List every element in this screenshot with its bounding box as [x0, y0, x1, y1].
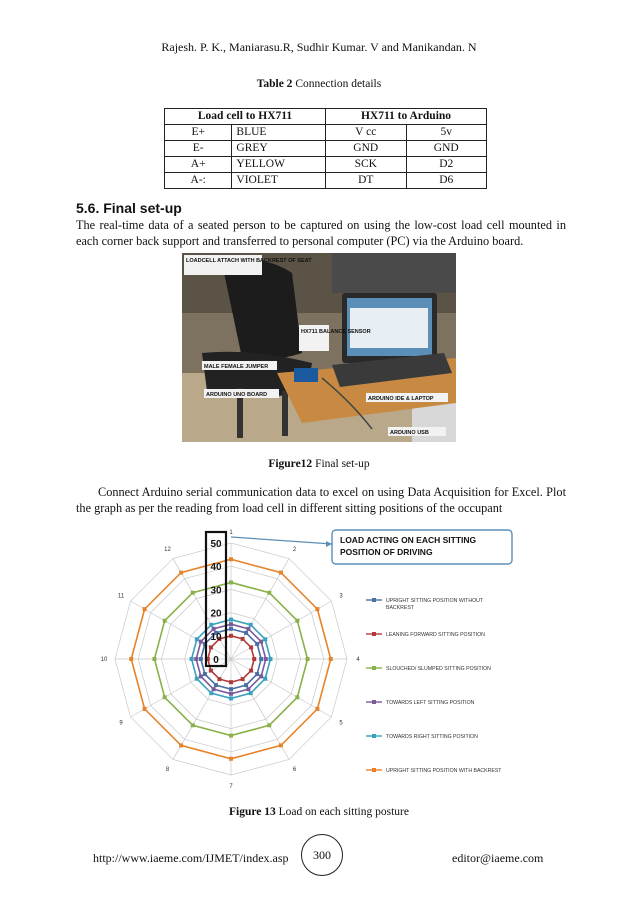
- radar-point: [295, 695, 299, 699]
- legend-entry: SLOUCHED/ SLUMPED SITTING POSITION: [386, 666, 491, 672]
- radar-point: [279, 571, 283, 575]
- radar-point: [315, 607, 319, 611]
- radar-point: [143, 607, 147, 611]
- radar-point: [203, 672, 207, 676]
- section-heading: 5.6. Final set-up: [76, 200, 182, 216]
- radar-tick-label: 30: [210, 585, 222, 597]
- legend-entry: TOWARDS RIGHT SITTING POSITION: [386, 734, 478, 740]
- table-cell: VIOLET: [232, 173, 326, 189]
- annotation-arrowhead: [326, 541, 332, 547]
- figure12-label: Figure12: [268, 458, 313, 470]
- paragraph-connect: Connect Arduino serial communication data to excel on using Data Acquisition for Excel. Plot the graph as per the reading from load cell in different sitting positions of the occupant: [76, 485, 566, 515]
- legend-entry: TOWARDS LEFT SITTING POSITION: [386, 700, 475, 706]
- legend-swatch-marker: [372, 700, 376, 704]
- table-cell: D6: [406, 173, 487, 189]
- radar-point: [152, 657, 156, 661]
- table-cell: GREY: [232, 141, 326, 157]
- table-cell: D2: [406, 157, 487, 173]
- figure12-caption: [0, 458, 638, 470]
- radar-point: [229, 580, 233, 584]
- radar-point: [209, 669, 213, 673]
- legend-entry: UPRIGHT SITTING POSITION WITH BACKREST: [386, 768, 502, 774]
- radar-point: [241, 677, 245, 681]
- radar-point: [229, 734, 233, 738]
- radar-point: [255, 642, 259, 646]
- radar-category-label: 5: [339, 720, 343, 727]
- radar-point: [249, 691, 253, 695]
- legend-entry: BACKREST: [386, 605, 414, 611]
- radar-point: [267, 591, 271, 595]
- radar-point: [244, 683, 248, 687]
- radar-point: [259, 657, 263, 661]
- table-row: [165, 141, 487, 157]
- legend-swatch-marker: [372, 598, 376, 602]
- radar-point: [246, 627, 250, 631]
- table-cell: A+: [165, 157, 232, 173]
- radar-point: [229, 680, 233, 684]
- radar-point: [267, 723, 271, 727]
- radar-point: [279, 743, 283, 747]
- radar-point: [244, 631, 248, 635]
- radar-category-label: 10: [100, 657, 108, 663]
- radar-point: [241, 637, 245, 641]
- radar-tick-label: 0: [213, 655, 219, 666]
- radar-point: [214, 683, 218, 687]
- radar-point: [212, 687, 216, 691]
- radar-point: [229, 618, 233, 622]
- radar-point: [199, 674, 203, 678]
- radar-point: [263, 677, 267, 681]
- radar-category-label: 2: [292, 547, 297, 554]
- radar-point: [263, 637, 267, 641]
- radar-point: [143, 707, 147, 711]
- table-cell: YELLOW: [232, 157, 326, 173]
- radar-tick-label: 50: [210, 539, 222, 550]
- radar-point: [190, 657, 194, 661]
- radar-category-label: 3: [339, 593, 343, 600]
- photo-label-hx711: HX711 BALANCE SENSOR: [301, 329, 371, 335]
- radar-point: [246, 687, 250, 691]
- table-cell: 5v: [406, 125, 487, 141]
- connection-table: [164, 108, 487, 189]
- radar-point: [191, 591, 195, 595]
- radar-tick-label: 20: [210, 608, 222, 620]
- radar-category-label: 8: [165, 766, 170, 773]
- legend-swatch-marker: [372, 632, 376, 636]
- figure12-text: Final set-up: [312, 458, 370, 470]
- legend-entry: LEANING FORWARD SITTING POSITION: [386, 632, 485, 638]
- radar-point: [255, 672, 259, 676]
- radar-point: [209, 691, 213, 695]
- radar-point: [295, 619, 299, 623]
- radar-point: [229, 692, 233, 696]
- radar-point: [268, 657, 272, 661]
- radar-point: [217, 677, 221, 681]
- table-caption-text: Connection details: [292, 78, 382, 90]
- table-cell: E-: [165, 141, 232, 157]
- running-header: Rajesh. P. K., Maniarasu.R, Sudhir Kumar. V and Manikandan. N: [161, 40, 477, 54]
- radar-point: [259, 640, 263, 644]
- radar-category-label: 12: [164, 547, 171, 554]
- radar-point: [249, 669, 253, 673]
- figure13-label: Figure 13: [229, 806, 276, 818]
- radar-point: [163, 695, 167, 699]
- table-cell: SCK: [326, 157, 407, 173]
- radar-tick-label: 10: [210, 631, 222, 643]
- radar-category-label: 4: [356, 657, 360, 663]
- table-cell: BLUE: [232, 125, 326, 141]
- radar-point: [195, 637, 199, 641]
- radar-point: [259, 674, 263, 678]
- radar-point: [163, 619, 167, 623]
- table-row: [165, 125, 487, 141]
- radar-category-label: 9: [119, 720, 123, 727]
- table-caption: [0, 78, 638, 90]
- radar-point: [212, 627, 216, 631]
- radar-point: [229, 622, 233, 626]
- table-cell: A-:: [165, 173, 232, 189]
- legend-swatch-marker: [372, 666, 376, 670]
- radar-point: [252, 657, 256, 661]
- table-caption-label: Table 2: [256, 78, 293, 90]
- radar-category-label: 11: [117, 593, 125, 600]
- legend-swatch-marker: [372, 768, 376, 772]
- figure13-caption: [0, 806, 638, 818]
- radar-point: [229, 557, 233, 561]
- radar-point: [209, 645, 213, 649]
- setup-photo: [182, 253, 456, 442]
- paragraph-setup: The real-time data of a seated person to be captured on using the low-cost load cell mounted in each corner back support and transferred to personal computer (PC) via the Arduino board.: [76, 218, 566, 248]
- legend-entry: UPRIGHT SITTING POSITION WITHOUT: [386, 598, 484, 604]
- radar-point: [194, 657, 198, 661]
- photo-label-uno: ARDUINO UNO BOARD: [206, 392, 268, 398]
- radar-point: [249, 645, 253, 649]
- radar-point: [179, 571, 183, 575]
- annotation-line: POSITION OF DRIVING: [340, 547, 433, 557]
- radar-point: [229, 627, 233, 631]
- table-header-loadcell: Load cell to HX711: [165, 109, 326, 125]
- radar-point: [229, 687, 233, 691]
- radar-point: [229, 696, 233, 700]
- radar-point: [195, 677, 199, 681]
- table-header-arduino: HX711 to Arduino: [326, 109, 487, 125]
- annotation-arrow: [231, 537, 332, 544]
- radar-point: [129, 657, 133, 661]
- radar-point: [179, 743, 183, 747]
- radar-point: [209, 623, 213, 627]
- annotation-line: LOAD ACTING ON EACH SITTING: [340, 535, 477, 545]
- radar-point: [191, 723, 195, 727]
- radar-point: [229, 634, 233, 638]
- footer-email[interactable]: editor@iaeme.com: [452, 851, 544, 865]
- table-cell: GND: [406, 141, 487, 157]
- photo-label-ide: ARDUINO IDE & LAPTOP: [368, 396, 434, 402]
- footer-url[interactable]: http://www.iaeme.com/IJMET/index.asp: [93, 851, 289, 865]
- table-cell: DT: [326, 173, 407, 189]
- radar-category-label: 7: [229, 784, 233, 790]
- table-cell: E+: [165, 125, 232, 141]
- radar-point: [306, 657, 310, 661]
- photo-label-loadcell: LOADCELL ATTACH WITH BACKREST OF SEAT: [186, 258, 312, 264]
- photo-label-jumper: MALE FEMALE JUMPER: [204, 364, 269, 370]
- radar-point: [329, 657, 333, 661]
- radar-tick-label: 40: [210, 562, 222, 574]
- radar-point: [199, 657, 203, 661]
- legend-swatch-marker: [372, 734, 376, 738]
- radar-point: [249, 623, 253, 627]
- radar-point: [315, 707, 319, 711]
- table-row: [165, 157, 487, 173]
- radar-category-label: 1: [229, 530, 233, 536]
- radar-point: [229, 757, 233, 761]
- table-cell: V cc: [326, 125, 407, 141]
- radar-point: [264, 657, 268, 661]
- table-row: [165, 173, 487, 189]
- page-number: 300: [301, 834, 343, 876]
- radar-chart: [100, 522, 520, 802]
- table-cell: GND: [326, 141, 407, 157]
- photo-label-usb: ARDUINO USB: [390, 430, 429, 436]
- radar-point: [199, 640, 203, 644]
- radar-category-label: 6: [292, 766, 297, 773]
- figure13-text: Load on each sitting posture: [275, 806, 409, 818]
